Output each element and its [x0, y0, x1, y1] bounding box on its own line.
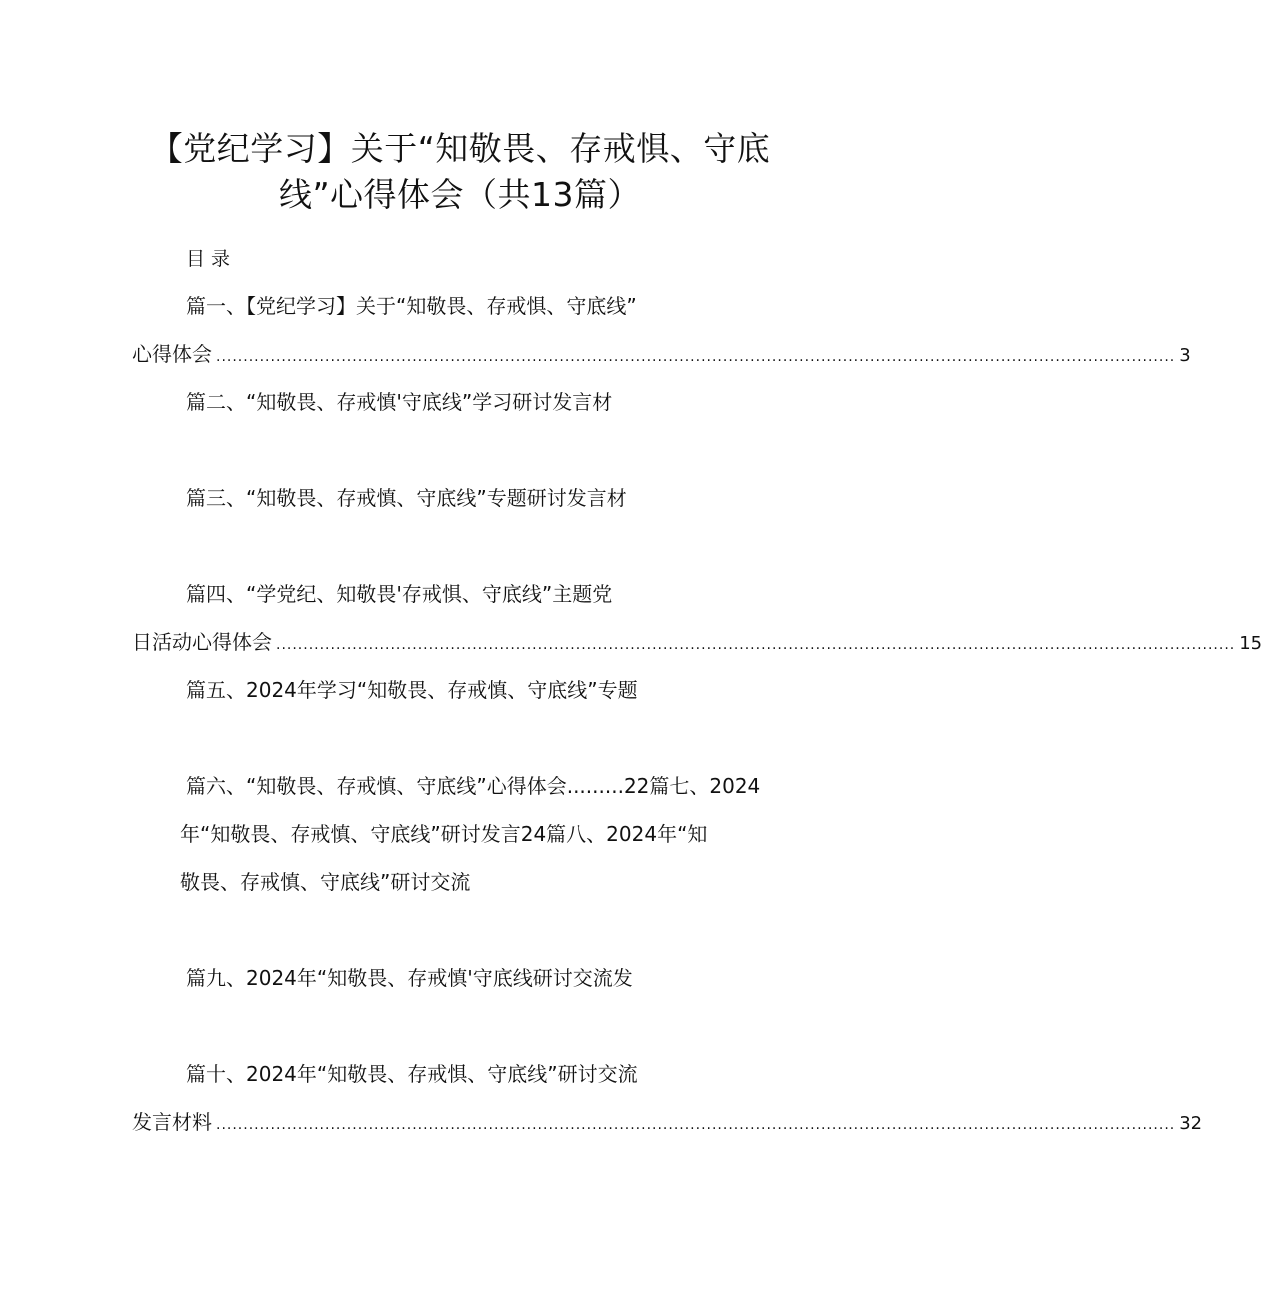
toc-entry-10-page: 32 — [1179, 1113, 1203, 1134]
toc-heading: 目录 — [186, 248, 237, 270]
toc-entry-4-page: 15 — [1239, 633, 1262, 654]
toc-entry-6-line-1: 篇六、“知敬畏、存戒慎、守底线”心得体会.........22篇七、2024 — [186, 774, 761, 798]
toc-entry-4-line-1: 篇四、“学党纪、知敬畏'存戒惧、守底线”主题党 — [186, 582, 613, 606]
toc-entry-5-line-1: 篇五、2024年学习“知敬畏、存戒慎、守底线”专题 — [186, 678, 638, 702]
toc-entry-6-line-3: 敬畏、存戒慎、守底线”研讨交流 — [180, 870, 471, 894]
toc-entry-2-line-1: 篇二、“知敬畏、存戒慎'守底线”学习研讨发言材 — [186, 390, 613, 414]
toc-entry-1-line-1: 篇一、【党纪学习】关于“知敬畏、存戒惧、守底线” — [186, 294, 637, 318]
toc-entry-4-text: 日活动心得体会 — [132, 630, 272, 654]
toc-entry-4-line-2 — [132, 628, 1262, 659]
toc-entry-1-text: 心得体会 — [132, 342, 212, 366]
toc-leader-dots: ................................................................................................................................................................................ — [216, 1117, 1176, 1133]
toc-entry-10-text: 发言材料 — [132, 1110, 212, 1134]
document-title-line-1: 【党纪学习】关于“知敬畏、存戒惧、守底 — [149, 129, 771, 168]
toc-entry-1-line-2 — [132, 340, 1191, 371]
toc-leader-dots: ................................................................................................................................................................................ — [216, 349, 1176, 365]
toc-leader-dots: ................................................................................................................................................................................ — [276, 637, 1236, 653]
document-title-line-2: 线”心得体会（共13篇） — [278, 175, 642, 214]
toc-entry-1-page: 3 — [1179, 345, 1191, 366]
toc-entry-6-line-2: 年“知敬畏、存戒慎、守底线”研讨发言24篇八、2024年“知 — [180, 822, 708, 846]
toc-entry-10-line-2 — [132, 1108, 1203, 1139]
toc-entry-10-line-1: 篇十、2024年“知敬畏、存戒惧、守底线”研讨交流 — [186, 1062, 638, 1086]
toc-entry-3-line-1: 篇三、“知敬畏、存戒慎、守底线”专题研讨发言材 — [186, 486, 627, 510]
toc-entry-9-line-1: 篇九、2024年“知敬畏、存戒慎'守底线研讨交流发 — [186, 966, 633, 990]
